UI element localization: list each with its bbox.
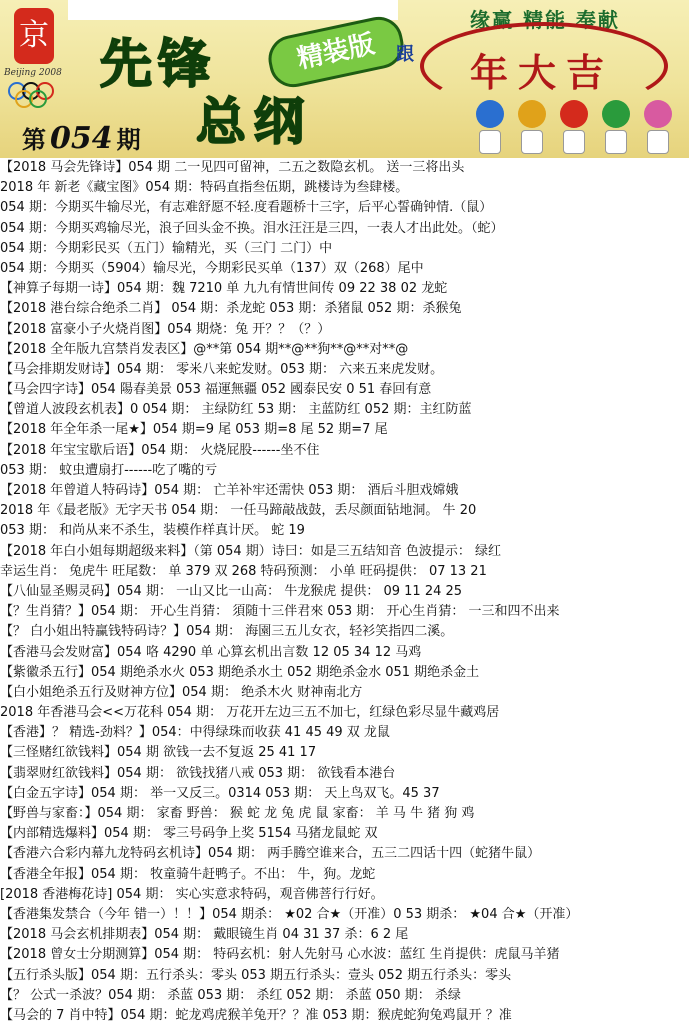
content-line: 【曾道人波段玄机表】0 054 期： 主绿防红 53 期： 主蓝防红 052 期：主红防蓝	[0, 402, 472, 418]
content-line: 【香港六合彩内幕九龙特码玄机诗】054 期： 两手腾空谁来合，五三二四话十四（蛇猪牛鼠）	[0, 846, 541, 862]
mascot-body	[479, 130, 501, 154]
content-line: 【2018 年曾道人特码诗】054 期： 亡羊补牢还需快 053 期： 酒后斗胆戏嫦娥	[0, 483, 459, 498]
mascot-head	[644, 100, 672, 128]
content-line: 【马会的 7 肖中特】054 期：蛇龙鸡虎猴羊兔开？？准 053 期：猴虎蛇狗兔鸡鼠开 ？准	[0, 1007, 512, 1023]
content-line: 【2018 全年版九宫禁肖发表区】@**第 054 期**@**狗**@**对**@	[0, 341, 409, 357]
content-line: 【野兽与家畜：】054 期： 家畜 野兽： 猴 蛇 龙 兔 虎 鼠 家畜： 羊 马 牛 猪 狗 鸡	[0, 806, 475, 821]
mascot-body	[563, 130, 585, 154]
content-line: 【马会四字诗】054 陽春美景 053 福運無疆 052 國泰民安 0 51 春回有意	[0, 382, 432, 398]
content-line: 【2018 港台综合绝杀二肖】 054 期：杀龙蛇 053 期：杀猪鼠 052 期：杀猴兔	[0, 301, 462, 317]
mascot-icon	[558, 100, 590, 152]
content-line: 【三怪赌红欲钱料】054 期 欲钱一去不复返 25 41 17	[0, 745, 317, 761]
banner-title-sub: 总纲	[196, 92, 312, 151]
mascot-icon	[474, 100, 506, 152]
content-line: 054 期：今期买（5904）输尽光，今期彩民买单（137）双（268）尾中	[0, 260, 424, 276]
mascots-group	[470, 100, 685, 156]
mascot-body	[521, 130, 543, 154]
content-line: 2018 年 新老《藏宝图》054 期：特码直指叁伍期，跳楼诗为叁肆楼。	[0, 180, 409, 196]
mascot-head	[518, 100, 546, 128]
issue-prefix: 第	[22, 125, 46, 154]
content-line: 【？ 公式一杀波？054 期： 杀蓝 053 期： 杀红 052 期： 杀蓝 050 期： 杀绿	[0, 987, 461, 1003]
beijing-2008-logo	[0, 0, 72, 100]
content-line: 【？生肖猜？】054 期： 开心生肖猜： 須随十三伴君來 053 期： 开心生肖猜： 一三和四不出来	[0, 604, 560, 620]
banner-follow-text: 跟	[396, 44, 414, 65]
content-line: 【白小姐绝杀五行及财神方位】054 期： 绝杀木火 财神南北方	[0, 684, 363, 700]
content-line: 054 期：今期买牛输尽光，有志难舒愿不轻.度看题桥十三字，后平心誓确钟情.（鼠）	[0, 200, 493, 216]
content-line: 【神算子每期一诗】054 期：魏 7210 单 九九有情世间传 09 22 38 02 龙蛇	[0, 281, 448, 297]
content-line: 【2018 富豪小子火烧肖图】054 期烧：兔 开？？（？）	[0, 321, 331, 337]
mascot-icon	[516, 100, 548, 152]
issue-number	[22, 120, 141, 156]
content-line: 【香港全年报】054 期： 牧童骑牛赶鸭子。不出： 牛，狗。龙蛇	[0, 866, 376, 882]
banner-top-strip	[68, 0, 398, 20]
mascot-head	[602, 100, 630, 128]
content-line: 【2018 年白小姐每期超级来料】（第 054 期）诗曰：如是三五结知音 色波提示： 绿红	[0, 543, 502, 559]
edition-badge: 精装版	[264, 12, 408, 91]
issue-num: 054	[50, 121, 113, 156]
issue-suffix: 期	[116, 125, 141, 154]
logo-year-text: Beijing 2008	[4, 68, 62, 78]
content-line: [2018 香港梅花诗] 054 期： 实心实意求特码，观音佛菩行行好。	[0, 886, 384, 902]
content-line: 【白金五字诗】054 期： 举一又反三。0314 053 期： 天上鸟双飞。45 37	[0, 785, 440, 801]
mascot-body	[647, 130, 669, 154]
content-line: 【香港集发禁合（今年 错一）！！】054 期杀： ★02 合★（开准）0 53 期杀： ★04 合★（开准）	[0, 906, 579, 922]
content-line: 2018 年《最老版》无字天书 054 期： 一任马蹄敲战鼓，丢尽颜面钻地洞。 牛 20	[0, 503, 477, 519]
mascot-body	[605, 130, 627, 154]
seal-emblem-icon: 京	[14, 8, 54, 64]
banner-title-main: 先锋	[100, 34, 217, 95]
content-line: 054 期：今期彩民买（五门）输精光，买（三门 二门）中	[0, 240, 333, 256]
content-line: 【2018 曾女士分期测算】054 期： 特码玄机：射人先射马 心水波：蓝红 生肖提供：虎鼠马羊猪	[0, 947, 560, 963]
content-line: 2018 年香港马会<<万花科 054 期： 万花开左边三五不加七，红绿色彩尽显牛藏鸡居	[0, 705, 500, 721]
content-line: 【翡翠财红欲钱料】054 期： 欲钱找猪八戒 053 期： 欲钱看本港台	[0, 765, 396, 781]
content-line: 幸运生肖： 兔虎牛 旺尾数： 单 379 双 268 特码预测： 小单 旺码提供： 07 13 21	[0, 563, 487, 579]
content-line: 【香港马会发财富】054 咯 4290 单 心算玄机出言数 12 05 34 12 马鸡	[0, 644, 422, 660]
content-line: 【香港】？ 精选-劲料？】054：中得绿珠而收获 41 45 49 双 龙鼠	[0, 725, 390, 741]
mascot-icon	[600, 100, 632, 152]
content-line: 【2018 马会玄机排期表】054 期： 戴眼镜生肖 04 31 37 杀：6 2 尾	[0, 927, 409, 943]
content-line: 053 期： 蚊虫遭扇打------吃了嘴的亏	[0, 462, 218, 478]
content-line: 【？ 白小姐出特赢钱特码诗？】054 期： 海園三五儿女衣，轻衫笑指四二溪。	[0, 624, 454, 640]
content-line: 【马会排期发财诗】054 期： 零米八来蛇发财。053 期： 六来五来虎发财。	[0, 361, 444, 377]
content-line: 【五行杀头版】054 期：五行杀头：零头 053 期五行杀头：壹头 052 期五行杀头：零头	[0, 967, 512, 983]
content-line: 【2018 年宝宝歇后语】054 期： 火烧屁股------坐不住	[0, 442, 320, 458]
banner-slogan: 缘赢 精能 奉献	[470, 8, 620, 32]
content-line: 【2018 马会先锋诗】054 期 二一见四可留神，二五之数隐玄机。 送一三将出头	[0, 160, 465, 175]
header-banner	[0, 0, 689, 158]
content-line: 053 期： 和尚从来不杀生，装模作样真计厌。 蛇 19	[0, 523, 305, 539]
document-body	[0, 158, 689, 1026]
year-greeting: 年大吉	[470, 50, 615, 95]
content-line: 【2018 年全年杀一尾★】054 期=9 尾 053 期=8 尾 52 期=7 尾	[0, 422, 388, 438]
content-line: 【紫徽杀五行】054 期绝杀水火 053 期绝杀水土 052 期绝杀金水 051 期绝杀金土	[0, 664, 480, 680]
content-line: 054 期：今期买鸡输尽光，浪子回头金不换。泪水汪汪是三四，一表人才出此处。（蛇）	[0, 220, 504, 236]
content-line: 【内部精选爆料】054 期： 零三号码争上奖 5154 马猪龙鼠蛇 双	[0, 826, 378, 842]
mascot-head	[560, 100, 588, 128]
mascot-icon	[642, 100, 674, 152]
mascot-head	[476, 100, 504, 128]
content-line: 【八仙显圣赐灵码】054 期： 一山又比一山高： 牛龙猴虎 提供： 09 11 24 25	[0, 583, 463, 599]
